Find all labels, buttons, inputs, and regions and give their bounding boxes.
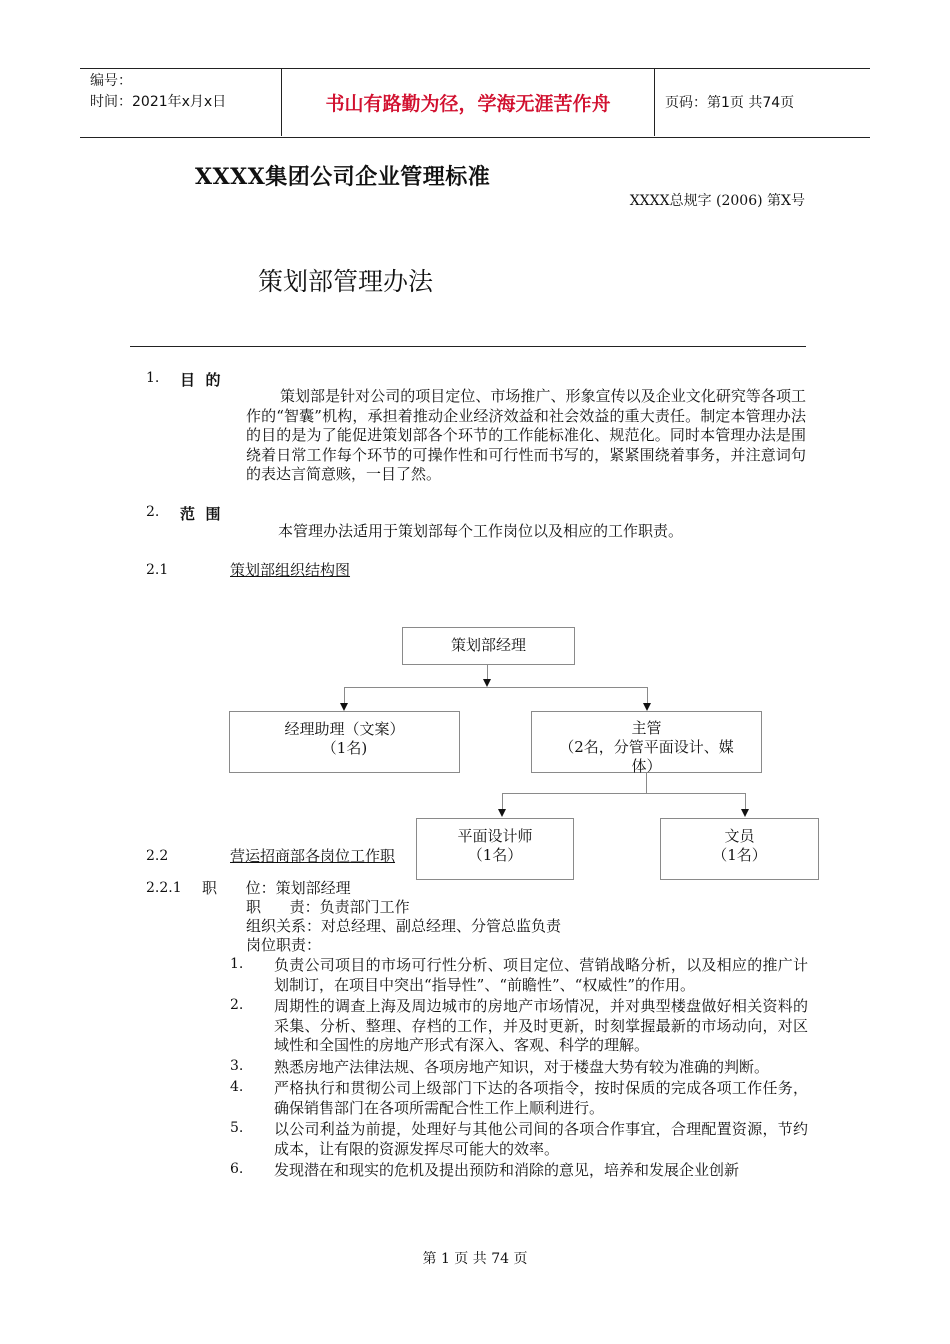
org-box-clerk [660,818,819,880]
list-item [230,956,808,995]
section-2-1-number: 2.1 [146,562,169,578]
org-supervisor-title: 主管 [631,719,662,737]
connector [344,687,345,703]
section-1-body: 策划部是针对公司的项目定位、市场推广、形象宣传以及企业文化研究等各项工作的“智囊”机构，承担着推动企业经济效益和社会效益的重大责任。制定本管理办法的目的是为了能促进策划部各个环节的工作能标准化、规范化。同时本管理办法是围绕着日常工作每个环节的可操作性和可行性而书写的，紧紧围绕着事务，并注意词句的表达言简意赅，一目了然。 [246,387,806,483]
list-item-number: 1. [230,956,244,972]
org-manager-label: 策划部经理 [450,636,526,654]
list-item-text: 熟悉房地产法律法规、各项房地产知识，对于楼盘大势有较为准确的判断。 [274,1057,770,1076]
org-clerk-count: （1名） [712,846,767,864]
page-footer: 第 1 页 共 74 页 [422,1251,528,1267]
list-item-text: 严格执行和贯彻公司上级部门下达的各项指令，按时保质的完成各项工作任务，确保销售部门在各项所需配合性工作上顺利进行。 [274,1079,808,1117]
section-1-number: 1. [146,370,160,386]
connector [487,665,488,679]
org-supervisor-desc-cont: 体） [631,757,662,775]
list-item-number: 2. [230,997,244,1013]
org-assistant-title: 经理助理（文案） [284,720,405,738]
relation-line: 组织关系：对总经理、副总经理、分管总监负责 [246,917,562,935]
list-item [230,1058,808,1078]
section-2-heading: 范 围 [180,505,221,523]
arrow-head [643,703,651,711]
doc-number-label: 编号： [90,73,132,89]
connector [745,793,746,809]
section-2-number: 2. [146,504,160,520]
section-2-2-1-number: 2.2.1 [146,880,182,896]
doc-date-label: 时间：2021年x月x日 [90,94,227,110]
list-item-number: 3. [230,1057,244,1074]
section-2-body: 本管理办法适用于策划部每个工作岗位以及相应的工作职责。 [278,522,684,540]
section-2-2-number: 2.2 [146,848,169,864]
document-title: 策划部管理办法 [258,267,434,296]
list-item-text: 周期性的调查上海及周边城市的房地产市场情况，并对典型楼盘做好相关资料的采集、分析、整理、存档的工作，并及时更新，时刻掌握最新的市场动向，对区域性和全国性的房地产形式有深入、客观、科学的理解。 [274,997,808,1054]
list-item [230,1120,808,1159]
responsibilities-label: 岗位职责： [246,936,322,954]
arrow-head [498,809,506,817]
list-item [230,997,808,1056]
arrow-head [483,679,491,687]
standard-title: XXXX集团公司企业管理标准 [195,164,491,190]
list-item [230,1079,808,1118]
list-item-number: 5. [230,1120,244,1136]
org-designer-count: （1名） [467,846,523,864]
org-assistant-count: （1名) [321,739,368,757]
section-2-2-heading: 营运招商部各岗位工作职 [230,847,396,865]
list-item-number: 6. [230,1161,244,1177]
org-box-manager [402,627,575,665]
list-item-text: 以公司利益为前提，处理好与其他公司间的各项合作事宜，合理配置资源，节约成本，让有限的资源发挥尽可能大的效率。 [274,1120,808,1158]
duty-line: 职 责：负责部门工作 [246,898,410,916]
duties-list [230,956,808,1181]
header-page-info: 页码：第1页 共74页 [665,95,795,111]
org-box-supervisor [531,711,762,773]
org-designer-title: 平面设计师 [457,827,533,845]
standard-number: XXXX总规字 (2006) 第X号 [629,193,805,209]
connector [647,687,648,703]
org-clerk-title: 文员 [724,827,755,845]
title-divider [130,346,806,347]
header-meta-cell [80,68,281,136]
list-item-text: 负责公司项目的市场可行性分析、项目定位、营销战略分析，以及相应的推广计划制订，在项目中突出“指导性”、“前瞻性”、“权威性”的作用。 [274,956,808,994]
connector [344,687,648,688]
position-line: 职 位：策划部经理 [202,879,351,897]
connector [502,793,746,794]
connector [502,793,503,809]
list-item-text: 发现潜在和现实的危机及提出预防和消除的意见，培养和发展企业创新 [274,1161,740,1179]
header-motto: 书山有路勤为径，学海无涯苦作舟 [281,68,655,136]
arrow-head [741,809,749,817]
section-2-1-heading: 策划部组织结构图 [230,561,351,579]
connector [646,773,647,793]
section-1-heading: 目 的 [180,371,221,389]
org-box-designer [416,818,574,880]
list-item [230,1161,808,1181]
list-item-number: 4. [230,1079,244,1095]
org-box-assistant [229,711,460,773]
org-supervisor-desc: （2名，分管平面设计、媒 [559,738,734,756]
arrow-head [340,703,348,711]
